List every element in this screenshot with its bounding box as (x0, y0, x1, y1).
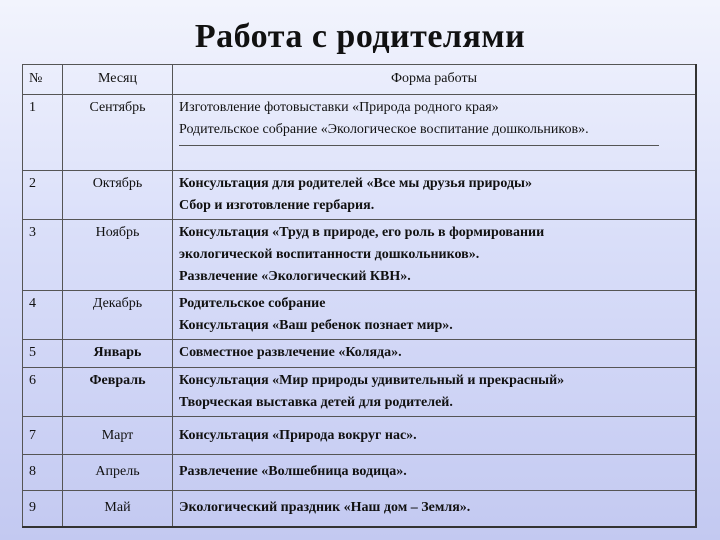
row-month: Апрель (63, 455, 173, 491)
row-number: 8 (23, 455, 63, 491)
table-row (23, 291, 697, 340)
form-line: Родительское собрание «Экологическое воспитание дошкольников». (179, 122, 589, 137)
header-month: Месяц (63, 65, 173, 95)
table-row (23, 340, 697, 368)
form-line: Совместное развлечение «Коляда». (179, 345, 402, 360)
row-number: 7 (23, 417, 63, 455)
row-divider (179, 145, 659, 146)
row-month: Март (63, 417, 173, 455)
row-form (173, 291, 697, 340)
row-number: 5 (23, 340, 63, 368)
header-form: Форма работы (173, 65, 697, 95)
form-line: Консультация «Природа вокруг нас». (179, 428, 417, 443)
form-line: Изготовление фотовыставки «Природа родного края» (179, 100, 499, 115)
row-form (173, 340, 697, 368)
row-number: 2 (23, 171, 63, 220)
row-form (173, 220, 697, 291)
header-number: № (23, 65, 63, 95)
form-line: Экологический праздник «Наш дом – Земля». (179, 500, 471, 515)
form-line: Развлечение «Волшебница водица». (179, 464, 407, 479)
row-form (173, 171, 697, 220)
table-row (23, 220, 697, 291)
form-line: экологической воспитанности дошкольников». (179, 247, 480, 262)
form-line: Сбор и изготовление гербария. (179, 198, 375, 213)
row-form (173, 95, 697, 171)
table-row (23, 171, 697, 220)
row-number: 4 (23, 291, 63, 340)
row-number: 6 (23, 368, 63, 417)
form-line: Развлечение «Экологический КВН». (179, 269, 411, 284)
row-month: Сентябрь (63, 95, 173, 171)
row-number: 1 (23, 95, 63, 171)
row-form (173, 417, 697, 455)
row-month: Ноябрь (63, 220, 173, 291)
table-header-row (23, 65, 697, 95)
row-month: Октябрь (63, 171, 173, 220)
row-form (173, 455, 697, 491)
form-line: Консультация «Ваш ребенок познает мир». (179, 318, 453, 333)
page-title: Работа с родителями (194, 18, 526, 55)
row-form (173, 491, 697, 527)
table-row (23, 491, 697, 527)
form-line: Консультация для родителей «Все мы друзья природы» (179, 176, 532, 191)
row-month: Декабрь (63, 291, 173, 340)
row-month: Май (63, 491, 173, 527)
table-row (23, 368, 697, 417)
table-row (23, 455, 697, 491)
work-table (22, 64, 697, 528)
form-line: Консультация «Мир природы удивительный и прекрасный» (179, 373, 565, 388)
form-line: Консультация «Труд в природе, его роль в формировании (179, 225, 545, 240)
table-row (23, 95, 697, 171)
row-number: 9 (23, 491, 63, 527)
form-line: Родительское собрание (179, 296, 326, 311)
row-form (173, 368, 697, 417)
row-number: 3 (23, 220, 63, 291)
form-line: Творческая выставка детей для родителей. (179, 395, 453, 410)
table-row (23, 417, 697, 455)
row-month: Февраль (63, 368, 173, 417)
row-month: Январь (63, 340, 173, 368)
